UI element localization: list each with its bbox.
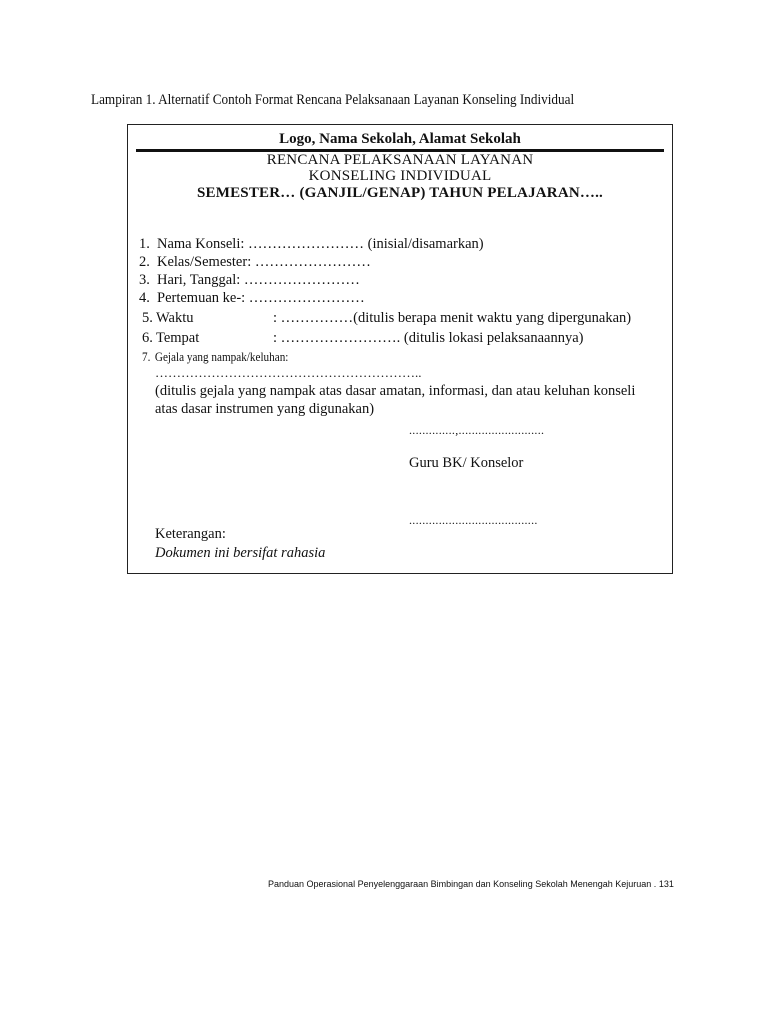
keterangan-text: Dokumen ini bersifat rahasia <box>155 545 326 561</box>
item-label: Waktu <box>156 310 194 326</box>
item-text: Pertemuan ke-: …………………… <box>157 290 365 306</box>
page-footer <box>268 879 674 889</box>
item-text: : ……………………. (ditulis lokasi pelaksanaannya) <box>273 330 584 346</box>
footer-text: Panduan Operasional Penyelenggaraan Bimbingan dan Konseling Sekolah Menengah Kejuruan . <box>268 879 657 889</box>
gejala-dots: …………………………………………………….. <box>155 365 422 380</box>
place-date-line: ..............,.......................... <box>409 423 545 437</box>
gejala-note-line1: (ditulis gejala yang nampak atas dasar amatan, informasi, dan atau keluhan konseli <box>155 383 636 399</box>
item-number: 2. <box>139 254 150 270</box>
item-number: 6. <box>142 330 153 346</box>
page-number: 131 <box>658 879 674 889</box>
rpl-form <box>127 124 673 574</box>
item-text: Nama Konseli: …………………… (inisial/disamarkan) <box>157 236 484 252</box>
item-label: Tempat <box>156 330 200 346</box>
form-title-line1: RENCANA PELAKSANAAN LAYANAN <box>266 152 534 168</box>
item-number: 5. <box>142 310 153 326</box>
item-text: Gejala yang nampak/keluhan: <box>154 349 289 364</box>
item-number: 1. <box>139 236 150 252</box>
item-text: : ……………(ditulis berapa menit waktu yang dipergunakan) <box>273 310 632 326</box>
item-text: Kelas/Semester: …………………… <box>157 254 371 270</box>
item-number: 4. <box>139 290 150 306</box>
keterangan-label: Keterangan: <box>155 526 226 542</box>
item-number: 7. <box>142 349 151 364</box>
item-number: 3. <box>139 272 150 288</box>
school-header: Logo, Nama Sekolah, Alamat Sekolah <box>279 131 521 147</box>
form-title-line3: SEMESTER… (GANJIL/GENAP) TAHUN PELAJARAN….. <box>197 185 603 201</box>
item-text: Hari, Tanggal: …………………… <box>157 272 360 288</box>
signer-title: Guru BK/ Konselor <box>409 455 524 471</box>
gejala-note-line2: atas dasar instrumen yang digunakan) <box>155 401 375 417</box>
signer-name-line: ....................................... <box>409 513 538 527</box>
form-title-line2: KONSELING INDIVIDUAL <box>308 168 492 184</box>
document-caption: Lampiran 1. Alternatif Contoh Format Rencana Pelaksanaan Layanan Konseling Individual <box>91 92 575 108</box>
